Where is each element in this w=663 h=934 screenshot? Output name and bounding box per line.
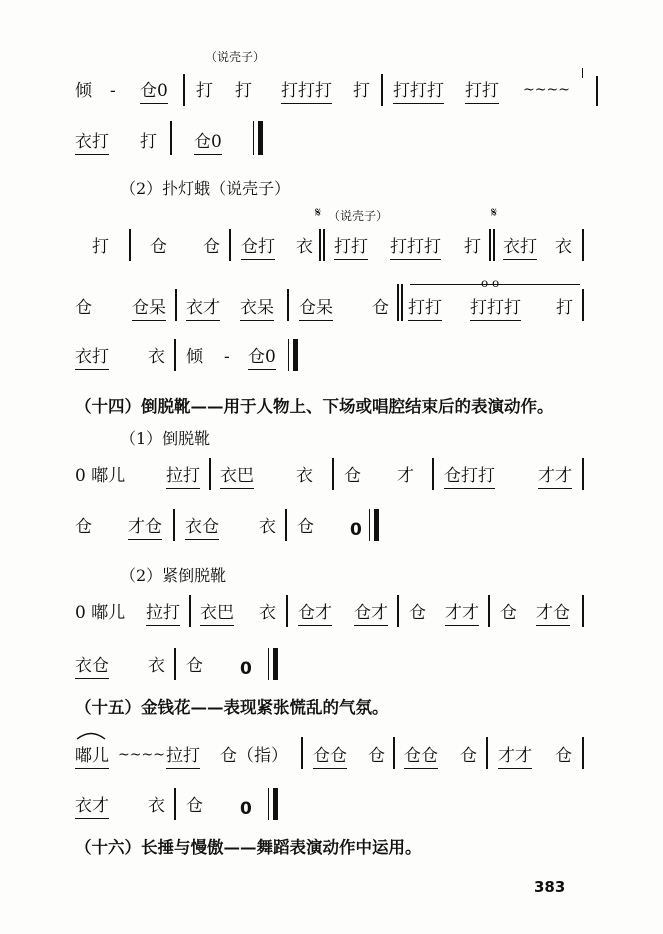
dash: - — [224, 347, 230, 367]
barline — [369, 509, 370, 541]
barline — [229, 229, 231, 261]
barline — [596, 76, 598, 106]
syllable: 仓0 — [248, 346, 276, 370]
syllable: 拉打 — [146, 602, 180, 626]
syllable: 衣 — [148, 656, 165, 676]
syllable: 衣巴 — [200, 602, 234, 626]
barline — [268, 788, 269, 820]
barline — [397, 595, 399, 627]
syllable: 打 — [92, 237, 109, 257]
rest-zero: 0 — [240, 659, 252, 679]
syllable: 才才 — [445, 602, 479, 626]
section-heading: （十五）金钱花——表现紧张慌乱的气氛。 — [75, 698, 389, 717]
syllable: 仓 — [368, 746, 385, 766]
syllable: 仓打 — [241, 236, 275, 260]
syllable: 打 — [140, 132, 157, 152]
syllable: 衣 — [148, 796, 165, 816]
end-barline — [374, 509, 379, 541]
barline — [393, 737, 395, 769]
end-barline — [273, 648, 278, 680]
syllable: 衣打 — [75, 346, 109, 370]
syllable: 仓才 — [354, 602, 388, 626]
syllable: 仓 — [344, 466, 361, 486]
barline — [582, 458, 584, 490]
barline — [486, 737, 488, 769]
syllable: 仓 — [372, 298, 389, 318]
syllable: 打 — [353, 81, 370, 101]
syllable: 仓打打 — [444, 465, 495, 489]
syllable: 才仓 — [128, 516, 162, 540]
syllable: 衣仓 — [75, 655, 109, 679]
barline — [287, 289, 289, 321]
barline — [489, 229, 491, 261]
syllable: 衣 — [296, 237, 313, 257]
barline — [129, 229, 131, 261]
syllable: 打打 — [334, 236, 368, 260]
barline — [268, 648, 269, 680]
syllable: 衣才 — [186, 297, 220, 321]
syllable: 嘟儿 — [75, 745, 109, 769]
syllable: 仓才 — [298, 602, 332, 626]
barline — [285, 509, 287, 541]
note-shuo-ke-zi: （说壳子） — [205, 50, 266, 64]
syllable: 才才 — [498, 745, 532, 769]
barline — [319, 229, 321, 261]
barline — [323, 229, 325, 261]
barline — [582, 737, 584, 769]
syllable: 仓 — [75, 517, 92, 537]
barline — [493, 229, 495, 261]
syllable: 拉打 — [166, 745, 200, 769]
syllable: 仓 — [555, 746, 572, 766]
barline — [401, 284, 403, 321]
syllable: 衣仓 — [185, 516, 219, 540]
end-barline — [293, 339, 298, 371]
slur-icon — [75, 730, 107, 740]
syllable: 打 — [464, 237, 481, 257]
syllable: 仓 — [75, 298, 92, 318]
syllable: 衣才 — [75, 795, 109, 819]
segno-icon: 𝄋 — [315, 205, 322, 221]
syllable: 仓 — [150, 237, 167, 257]
note-shuo-ke-zi: （说壳子） — [328, 209, 389, 223]
barline — [209, 458, 211, 490]
syllable: 才才 — [538, 465, 572, 489]
syllable: 衣打 — [75, 131, 109, 155]
barline — [174, 339, 176, 371]
syllable: 仓 — [409, 603, 426, 623]
page-number: 383 — [534, 878, 566, 896]
syllable: 打打 — [465, 80, 499, 104]
subsection-title: （2）扑灯蛾（说壳子） — [120, 179, 291, 198]
syllable: 仓 — [460, 746, 477, 766]
syllable: 衣 — [259, 517, 276, 537]
syllable: 打打 — [408, 297, 442, 321]
syllable: 打 — [235, 81, 252, 101]
barline — [582, 229, 584, 261]
barline — [582, 289, 584, 321]
syllable: 仓0 — [140, 80, 168, 104]
syllable: 打 — [196, 81, 213, 101]
barline-tick — [582, 68, 583, 78]
syllable: 拉打 — [166, 465, 200, 489]
barline — [288, 339, 289, 371]
barline — [286, 595, 288, 627]
end-barline — [258, 121, 263, 155]
syllable: 打打打 — [393, 80, 444, 104]
syllable: 打打打 — [390, 236, 441, 260]
repeat-bracket-marker: o o — [481, 276, 500, 290]
barline — [397, 284, 399, 321]
syllable: 仓（指） — [220, 746, 288, 766]
barline — [174, 788, 176, 820]
syllable: 仓 — [186, 656, 203, 676]
rest-zero: 0 — [350, 520, 362, 540]
section-heading: （十四）倒脱靴——用于人物上、下场或唱腔结束后的表演动作。 — [75, 397, 554, 416]
syllable: 倾 — [186, 347, 203, 367]
syllable: 仓 — [297, 517, 314, 537]
barline — [174, 648, 176, 680]
barline — [301, 737, 303, 769]
syllable: 仓仓 — [404, 745, 438, 769]
syllable: 衣呆 — [240, 297, 274, 321]
syllable: 打打打 — [470, 297, 521, 321]
segno-icon: 𝄋 — [491, 205, 498, 221]
syllable: 0 嘟儿 — [75, 466, 126, 486]
barline — [173, 509, 175, 541]
rest-zero: 0 — [240, 799, 252, 819]
syllable: 才仓 — [536, 602, 570, 626]
syllable: 仓仓 — [313, 745, 347, 769]
syllable: 打 — [556, 298, 573, 318]
tremolo-sign: ~~~~ — [118, 747, 165, 763]
barline — [183, 74, 185, 106]
syllable: 倾 — [75, 81, 92, 101]
syllable: 衣 — [296, 466, 313, 486]
barline — [381, 74, 383, 106]
barline — [488, 595, 490, 627]
syllable: 仓 — [186, 796, 203, 816]
syllable: 衣 — [555, 237, 572, 257]
barline — [253, 121, 254, 155]
barline — [175, 289, 177, 321]
subsection-title: （2）紧倒脱靴 — [120, 566, 227, 585]
syllable: 衣打 — [503, 236, 537, 260]
barline — [582, 595, 584, 627]
syllable: 仓呆 — [132, 297, 166, 321]
dash: - — [110, 81, 116, 101]
barline — [189, 595, 191, 627]
syllable: 仓 — [203, 237, 220, 257]
syllable: 衣巴 — [220, 465, 254, 489]
section-heading: （十六）长捶与慢傲——舞蹈表演动作中运用。 — [75, 838, 422, 857]
barline — [332, 458, 334, 490]
end-barline — [273, 788, 278, 820]
subsection-title: （1）倒脱靴 — [120, 429, 211, 448]
syllable: 仓 — [500, 603, 517, 623]
syllable: 打打打 — [281, 80, 332, 104]
barline — [170, 121, 172, 155]
syllable: 才 — [397, 466, 414, 486]
syllable: 衣 — [148, 347, 165, 367]
syllable: 仓0 — [194, 131, 222, 155]
barline — [432, 458, 434, 490]
syllable: 仓呆 — [299, 297, 333, 321]
tremolo-sign: ~~~~ — [523, 82, 570, 98]
syllable: 衣 — [259, 603, 276, 623]
syllable: 0 嘟儿 — [75, 603, 126, 623]
